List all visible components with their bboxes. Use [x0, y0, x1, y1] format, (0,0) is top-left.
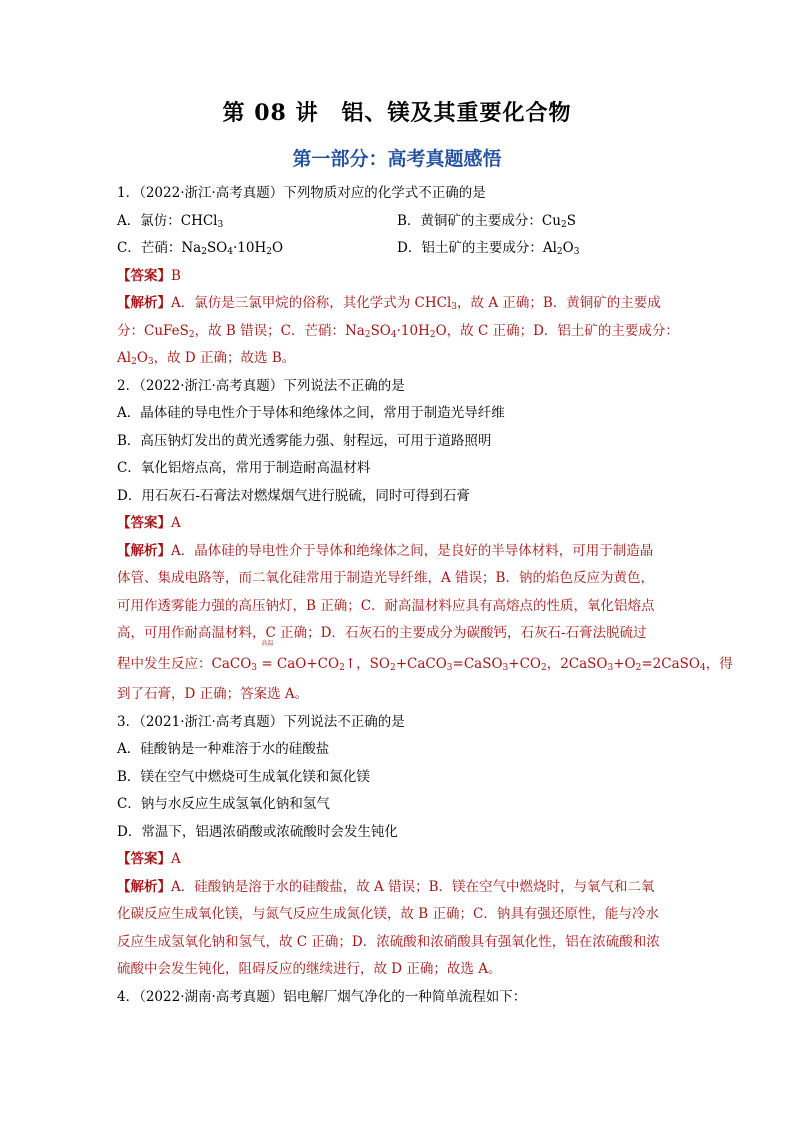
question-3-option-d: D．常温下，铝遇浓硝酸或浓硫酸时会发生钝化 — [117, 823, 398, 840]
question-1-option-b: B．黄铜矿的主要成分：$Cu_2S$ — [397, 212, 576, 230]
question-1-option-c: C．芒硝：$Na_2SO_4\cdot 10H_2O$ — [117, 240, 284, 257]
question-3-option-a: A．硅酸钠是一种难溶于水的硅酸盐 — [117, 741, 330, 757]
question-1-analysis: 【解析】A．氯仿是三氯甲烷的俗称，其化学式为 CHCl$_3$，故 A 正确；B．黄铜矿的主要成 分：CuFeS$_2$，故 B 错误；C．芒硝：$Na_2SO_4\cdot 10H_2O$，故 C 正确；D．铝土矿的主要成分： $Al_2O_3$，故 D 正确；故选 B。 — [117, 295, 679, 367]
question-2-answer: 【答案】A — [117, 515, 181, 531]
equation-arrow: 高温 = — [261, 639, 274, 672]
page-title: 第 08 讲 铝、镁及其重要化合物 — [222, 100, 572, 126]
question-1-option-d: D．铝土矿的主要成分：$Al_2O_3$ — [397, 240, 580, 257]
question-1-option-a: A．氯仿：CHCl$_3$ — [117, 212, 224, 230]
question-1-options-row-1 — [117, 208, 677, 236]
question-3-option-c: C．钠与水反应生成氢氧化钠和氢气 — [117, 796, 330, 812]
question-1-options-row-2 — [117, 235, 677, 263]
section-subtitle: 第一部分：高考真题感悟 — [292, 148, 502, 170]
question-2-analysis: 【解析】A．晶体硅的导电性介于导体和绝缘体之间，是良好的半导体材料，可用于制造晶 体管、集成电路等，而二氧化硅常用于制造光导纤维，A 错误；B．钠的焰色反应为黄色， 可用作透雾能力强的高压钠灯，B 正确；C．耐高温材料应具有高熔点的性质，氧化铝熔点 高，可用作耐高温材料，C 正确；D．石灰石的主要成分为碳酸钙，石灰石-石膏法脱硫过 程中发生反应：CaCO$_3$ 高温 = $CaO+CO_2↑$，$SO_2+CaCO_3=CaSO_3+CO_2$，$2CaSO_3+O_2=2CaSO_4$，得 到了石膏，D 正确；答案选 A。 — [117, 542, 733, 702]
question-2-option-b: B．高压钠灯发出的黄光透雾能力强、射程远，可用于道路照明 — [117, 432, 492, 449]
question-2-option-d: D．用石灰石-石膏法对燃煤烟气进行脱硫，同时可得到石膏 — [117, 487, 470, 504]
question-2-option-c: C．氧化铝熔点高，常用于制造耐高温材料 — [117, 460, 371, 476]
question-4-stem: 4．（2022·湖南·高考真题）铝电解厂烟气净化的一种简单流程如下： — [117, 988, 527, 1005]
question-3-stem: 3．（2021·浙江·高考真题）下列说法不正确的是 — [117, 713, 405, 730]
question-3-analysis: 【解析】A．硅酸钠是溶于水的硅酸盐，故 A 错误；B．镁在空气中燃烧时，与氧气和二氧 化碳反应生成氧化镁，与氮气反应生成氮化镁，故 B 正确；C．钠具有强还原性，能与冷水 反应生成氢氧化钠和氢气，故 C 正确；D．浓硫酸和浓硝酸具有强氧化性，铝在浓硫酸和浓 硫酸中会发生钝化，阻碍反应的继续进行，故 D 正确；故选 A。 — [117, 878, 660, 977]
question-3-option-b: B．镁在空气中燃烧可生成氧化镁和氮化镁 — [117, 768, 370, 785]
question-1-answer: 【答案】B — [117, 267, 181, 284]
question-1-stem: 1．（2022·浙江·高考真题）下列物质对应的化学式不正确的是 — [117, 185, 486, 201]
question-list — [117, 180, 733, 1011]
question-2-stem: 2．（2022·浙江·高考真题）下列说法不正确的是 — [117, 377, 405, 394]
question-3-answer: 【答案】A — [117, 851, 181, 867]
question-2-option-a: A．晶体硅的导电性介于导体和绝缘体之间，常用于制造光导纤维 — [117, 405, 505, 421]
